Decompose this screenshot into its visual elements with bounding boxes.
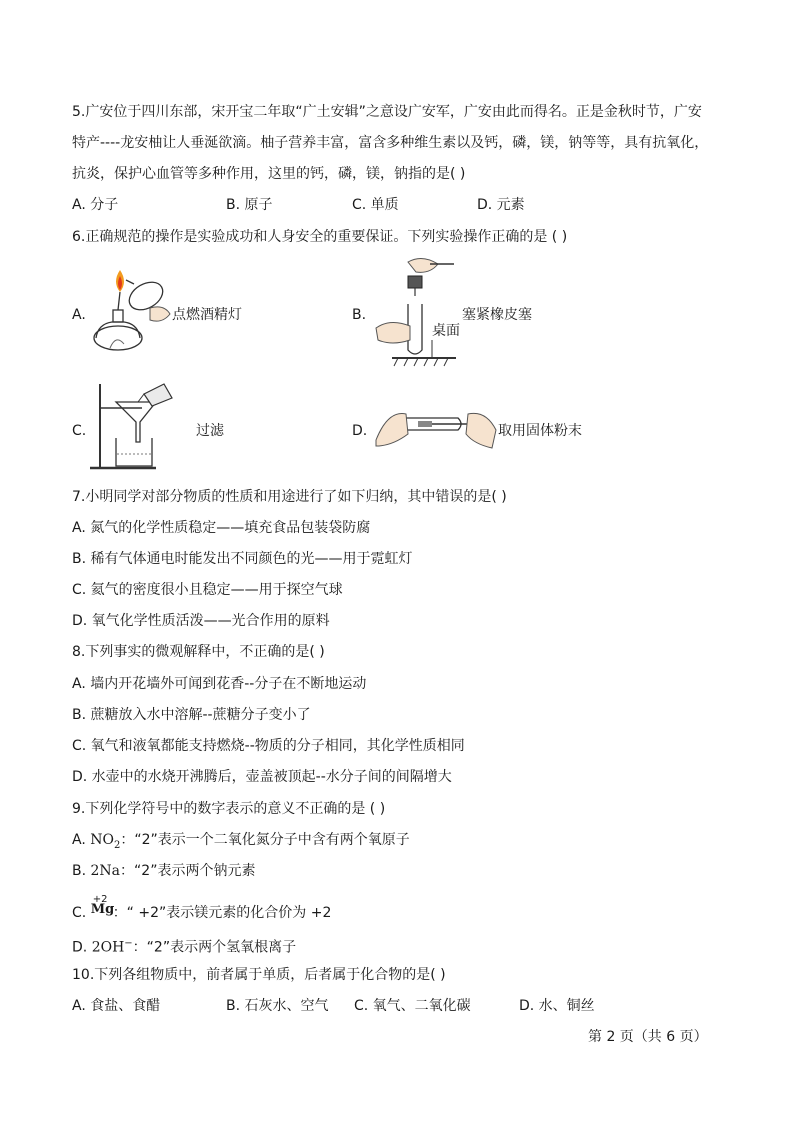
q8-option-d: D. 水壶中的水烧开沸腾后，壶盖被顶起--水分子间的间隔增大 (72, 769, 452, 785)
q5-option-a: A. 分子 (72, 197, 119, 213)
q8-option-a: A. 墙内开花墙外可闻到花香--分子在不断地运动 (72, 676, 367, 692)
q5-option-d: D. 元素 (477, 197, 525, 213)
q8-stem: 8.下列事实的微观解释中，不正确的是( ) (72, 644, 325, 660)
q5-option-b: B. 原子 (226, 197, 273, 213)
q9-c-valence-symbol (90, 894, 115, 919)
q9-option-c (72, 894, 332, 922)
q6-option-c-letter: C. (72, 423, 87, 439)
q9-d-text: ：“2”表示两个氢氧根离子 (132, 939, 297, 956)
q8-option-b: B. 蔗糖放入水中溶解--蔗糖分子变小了 (72, 707, 311, 723)
q9-b-prefix: B. (72, 863, 91, 879)
q10-option-a: A. 食盐、食醋 (72, 998, 161, 1014)
q7-stem: 7.小明同学对部分物质的性质和用途进行了如下归纳，其中错误的是( ) (72, 489, 507, 505)
q9-c-valence: +2 (92, 894, 108, 905)
q9-d-superscript: − (124, 938, 133, 949)
solid-powder-illustration (374, 400, 498, 450)
q6-option-b-sublabel: 桌面 (432, 323, 460, 339)
q9-option-a (72, 831, 410, 855)
q10-stem: 10.下列各组物质中，前者属于单质，后者属于化合物的是( ) (72, 967, 446, 983)
alcohol-lamp-illustration (90, 268, 176, 360)
filtration-illustration (86, 380, 174, 474)
q5-line-3: 抗炎，保护心血管等多种作用，这里的钙，磷，镁，钠指的是( ) (72, 166, 466, 182)
q6-option-c-label: 过滤 (196, 423, 224, 439)
q10-option-d: D. 水、铜丝 (519, 998, 595, 1014)
q5-line-1: 5.广安位于四川东部，宋开宝二年取“广土安辑”之意设广安军，广安由此而得名。正是金秋时节，广安 (72, 104, 702, 120)
q6-option-a-label: 点燃酒精灯 (172, 307, 242, 323)
q7-option-b: B. 稀有气体通电时能发出不同颜色的光——用于霓虹灯 (72, 551, 413, 567)
q9-c-prefix: C. (72, 905, 91, 921)
q9-a-subscript: 2 (113, 839, 121, 851)
q9-option-b (72, 862, 255, 880)
q10-option-b: B. 石灰水、空气 (226, 998, 329, 1014)
q9-d-formula: 2OH (91, 939, 125, 956)
q5-line-2: 特产----龙安柚让人垂涎欲滴。柚子营养丰富，富含多种维生素以及钙，磷，镁，钠等等，具有抗氧化， (72, 135, 709, 151)
q9-a-text: ：“2”表示一个二氧化氮分子中含有两个氧原子 (120, 832, 410, 848)
q6-option-d-label: 取用固体粉末 (498, 423, 582, 439)
q6-option-b-letter: B. (352, 307, 367, 323)
page-footer: 第 2 页（共 6 页） (588, 1029, 708, 1045)
q6-option-d-letter: D. (352, 423, 368, 439)
q9-stem: 9.下列化学符号中的数字表示的意义不正确的是 ( ) (72, 801, 386, 817)
q7-option-d: D. 氧气化学性质活泼——光合作用的原料 (72, 613, 330, 629)
q7-option-c: C. 氦气的密度很小且稳定——用于探空气球 (72, 582, 343, 598)
q9-a-formula: NO (90, 832, 114, 848)
q6-option-b-label: 塞紧橡皮塞 (462, 307, 532, 323)
q6-stem: 6.正确规范的操作是实验成功和人身安全的重要保证。下列实验操作正确的是 ( ) (72, 229, 568, 245)
q9-b-text: ：“2”表示两个钠元素 (120, 863, 256, 879)
q9-a-prefix: A. (72, 832, 91, 848)
q9-d-prefix: D. (72, 939, 92, 956)
q9-option-d (72, 935, 296, 957)
q9-b-formula: 2Na (90, 863, 121, 879)
q9-c-text: ：“ +2”表示镁元素的化合价为 +2 (112, 905, 332, 921)
q5-option-c: C. 单质 (352, 197, 399, 213)
rubber-stopper-illustration (372, 254, 462, 370)
q6-option-a-letter: A. (72, 307, 86, 323)
q10-option-c: C. 氧气、二氧化碳 (354, 998, 471, 1014)
q7-option-a: A. 氮气的化学性质稳定——填充食品包装袋防腐 (72, 520, 371, 536)
q9-c-symbol: Mg (90, 902, 115, 917)
q8-option-c: C. 氧气和液氧都能支持燃烧--物质的分子相同，其化学性质相同 (72, 738, 465, 754)
